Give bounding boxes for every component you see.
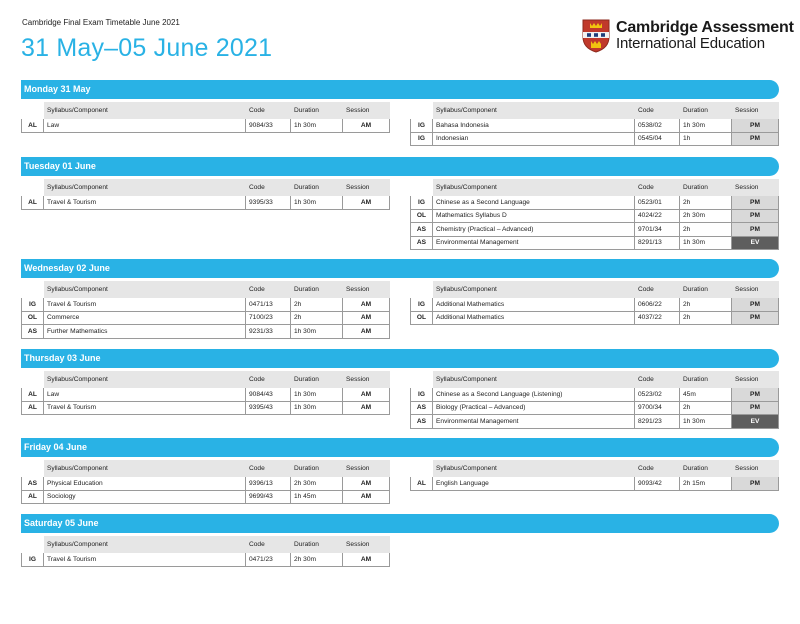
session-cell: PM bbox=[732, 223, 779, 237]
duration-cell: 2h 30m bbox=[680, 209, 732, 223]
duration-column-header: Duration bbox=[680, 103, 732, 119]
right-exam-table bbox=[410, 102, 779, 146]
level-column-header bbox=[22, 103, 44, 119]
component-cell: Environmental Management bbox=[433, 236, 635, 250]
level-cell: AL bbox=[22, 490, 44, 504]
duration-column-header: Duration bbox=[291, 372, 343, 388]
component-column-header: Syllabus/Component bbox=[44, 103, 246, 119]
session-cell: AM bbox=[343, 119, 390, 133]
duration-cell: 2h bbox=[291, 311, 343, 325]
right-exam-table bbox=[410, 179, 779, 250]
code-cell: 0523/02 bbox=[635, 388, 680, 402]
logo-line-1: Cambridge Assessment bbox=[616, 19, 794, 36]
table-row bbox=[411, 236, 779, 250]
day-header: Monday 31 May bbox=[21, 80, 779, 99]
component-cell: Further Mathematics bbox=[44, 325, 246, 339]
duration-cell: 2h bbox=[680, 401, 732, 415]
left-exam-table bbox=[21, 460, 390, 504]
session-column-header: Session bbox=[732, 180, 779, 196]
code-column-header: Code bbox=[246, 372, 291, 388]
level-cell: IG bbox=[22, 298, 44, 312]
session-cell: PM bbox=[732, 119, 779, 133]
left-exam-table bbox=[21, 281, 390, 339]
table-row bbox=[22, 196, 390, 210]
table-row bbox=[22, 298, 390, 312]
level-cell: AL bbox=[411, 477, 433, 491]
duration-column-header: Duration bbox=[680, 372, 732, 388]
session-column-header: Session bbox=[732, 282, 779, 298]
day-section-monday-31-may bbox=[21, 80, 779, 145]
crest-icon bbox=[582, 19, 610, 53]
level-cell: OL bbox=[411, 311, 433, 325]
code-column-header: Code bbox=[635, 180, 680, 196]
day-tables bbox=[21, 457, 779, 503]
left-exam-table bbox=[21, 536, 390, 567]
table-header-row bbox=[411, 103, 779, 119]
session-column-header: Session bbox=[732, 461, 779, 477]
code-cell: 0471/13 bbox=[246, 298, 291, 312]
code-cell: 0471/23 bbox=[246, 553, 291, 567]
component-cell: Mathematics Syllabus D bbox=[433, 209, 635, 223]
component-cell: Travel & Tourism bbox=[44, 401, 246, 415]
session-cell: AM bbox=[343, 388, 390, 402]
duration-cell: 1h 30m bbox=[291, 325, 343, 339]
table-header-row bbox=[411, 282, 779, 298]
component-column-header: Syllabus/Component bbox=[433, 372, 635, 388]
component-column-header: Syllabus/Component bbox=[433, 461, 635, 477]
component-cell: Additional Mathematics bbox=[433, 298, 635, 312]
component-cell: Travel & Tourism bbox=[44, 196, 246, 210]
day-header: Friday 04 June bbox=[21, 438, 779, 457]
code-column-header: Code bbox=[246, 282, 291, 298]
right-exam-table bbox=[410, 281, 779, 325]
component-cell: Additional Mathematics bbox=[433, 311, 635, 325]
duration-column-header: Duration bbox=[291, 180, 343, 196]
duration-cell: 1h 30m bbox=[680, 236, 732, 250]
session-cell: AM bbox=[343, 196, 390, 210]
level-cell: AS bbox=[22, 325, 44, 339]
duration-cell: 1h 30m bbox=[291, 196, 343, 210]
session-column-header: Session bbox=[343, 282, 390, 298]
level-cell: IG bbox=[411, 298, 433, 312]
level-cell: IG bbox=[411, 119, 433, 133]
duration-cell: 2h 15m bbox=[680, 477, 732, 491]
level-cell: AS bbox=[411, 401, 433, 415]
component-cell: Sociology bbox=[44, 490, 246, 504]
table-row bbox=[411, 209, 779, 223]
level-cell: AS bbox=[411, 236, 433, 250]
component-cell: Law bbox=[44, 119, 246, 133]
day-section-wednesday-02-june bbox=[21, 259, 779, 338]
table-row bbox=[411, 132, 779, 146]
code-column-header: Code bbox=[635, 103, 680, 119]
component-cell: Biology (Practical – Advanced) bbox=[433, 401, 635, 415]
table-row bbox=[22, 490, 390, 504]
code-cell: 9396/13 bbox=[246, 477, 291, 491]
level-column-header bbox=[411, 180, 433, 196]
code-cell: 0545/04 bbox=[635, 132, 680, 146]
table-header-row bbox=[411, 461, 779, 477]
session-cell: AM bbox=[343, 325, 390, 339]
session-column-header: Session bbox=[343, 103, 390, 119]
level-cell: IG bbox=[22, 553, 44, 567]
duration-cell: 1h 30m bbox=[291, 388, 343, 402]
code-cell: 8291/13 bbox=[635, 236, 680, 250]
component-cell: English Language bbox=[433, 477, 635, 491]
day-tables bbox=[21, 176, 779, 249]
component-cell: Indonesian bbox=[433, 132, 635, 146]
duration-column-header: Duration bbox=[680, 282, 732, 298]
table-row bbox=[411, 401, 779, 415]
table-row bbox=[411, 223, 779, 237]
level-column-header bbox=[411, 282, 433, 298]
session-cell: AM bbox=[343, 553, 390, 567]
code-cell: 0523/01 bbox=[635, 196, 680, 210]
level-cell: OL bbox=[411, 209, 433, 223]
level-cell: IG bbox=[411, 388, 433, 402]
session-cell: PM bbox=[732, 298, 779, 312]
component-cell: Chemistry (Practical – Advanced) bbox=[433, 223, 635, 237]
code-cell: 0538/02 bbox=[635, 119, 680, 133]
duration-cell: 2h bbox=[291, 298, 343, 312]
table-header-row bbox=[22, 282, 390, 298]
session-column-header: Session bbox=[343, 372, 390, 388]
component-column-header: Syllabus/Component bbox=[433, 282, 635, 298]
code-cell: 9699/43 bbox=[246, 490, 291, 504]
level-column-header bbox=[411, 103, 433, 119]
level-cell: AL bbox=[22, 401, 44, 415]
session-cell: EV bbox=[732, 415, 779, 429]
session-cell: AM bbox=[343, 490, 390, 504]
logo-line-2: International Education bbox=[616, 35, 765, 52]
table-row bbox=[22, 553, 390, 567]
day-tables bbox=[21, 368, 779, 428]
code-cell: 9084/43 bbox=[246, 388, 291, 402]
session-cell: PM bbox=[732, 196, 779, 210]
code-column-header: Code bbox=[635, 282, 680, 298]
table-row bbox=[22, 119, 390, 133]
duration-column-header: Duration bbox=[291, 282, 343, 298]
session-cell: PM bbox=[732, 401, 779, 415]
session-cell: AM bbox=[343, 298, 390, 312]
page-title: 31 May–05 June 2021 bbox=[21, 34, 273, 62]
table-row bbox=[22, 388, 390, 402]
code-cell: 9395/43 bbox=[246, 401, 291, 415]
code-column-header: Code bbox=[246, 180, 291, 196]
day-section-thursday-03-june bbox=[21, 349, 779, 428]
level-cell: IG bbox=[411, 196, 433, 210]
left-exam-table bbox=[21, 102, 390, 133]
level-column-header bbox=[22, 282, 44, 298]
code-cell: 9395/33 bbox=[246, 196, 291, 210]
table-row bbox=[411, 298, 779, 312]
day-header: Thursday 03 June bbox=[21, 349, 779, 368]
component-column-header: Syllabus/Component bbox=[433, 180, 635, 196]
session-cell: EV bbox=[732, 236, 779, 250]
duration-column-header: Duration bbox=[680, 180, 732, 196]
component-cell: Chinese as a Second Language bbox=[433, 196, 635, 210]
level-cell: IG bbox=[411, 132, 433, 146]
duration-column-header: Duration bbox=[680, 461, 732, 477]
level-cell: AL bbox=[22, 196, 44, 210]
level-column-header bbox=[411, 461, 433, 477]
table-row bbox=[22, 311, 390, 325]
session-column-header: Session bbox=[343, 537, 390, 553]
component-column-header: Syllabus/Component bbox=[44, 282, 246, 298]
level-column-header bbox=[22, 537, 44, 553]
table-header-row bbox=[22, 461, 390, 477]
code-column-header: Code bbox=[246, 103, 291, 119]
session-cell: PM bbox=[732, 132, 779, 146]
duration-column-header: Duration bbox=[291, 537, 343, 553]
duration-cell: 2h bbox=[680, 298, 732, 312]
code-cell: 4037/22 bbox=[635, 311, 680, 325]
level-column-header bbox=[411, 372, 433, 388]
right-exam-table bbox=[410, 460, 779, 491]
duration-cell: 2h bbox=[680, 311, 732, 325]
code-column-header: Code bbox=[246, 461, 291, 477]
code-cell: 7100/23 bbox=[246, 311, 291, 325]
code-cell: 0606/22 bbox=[635, 298, 680, 312]
duration-cell: 1h bbox=[680, 132, 732, 146]
session-column-header: Session bbox=[732, 103, 779, 119]
component-cell: Travel & Tourism bbox=[44, 553, 246, 567]
table-header-row bbox=[411, 372, 779, 388]
table-header-row bbox=[411, 180, 779, 196]
session-column-header: Session bbox=[343, 180, 390, 196]
duration-cell: 1h 45m bbox=[291, 490, 343, 504]
day-section-tuesday-01-june bbox=[21, 157, 779, 249]
table-row bbox=[22, 401, 390, 415]
table-row bbox=[411, 388, 779, 402]
duration-cell: 1h 30m bbox=[291, 401, 343, 415]
component-cell: Physical Education bbox=[44, 477, 246, 491]
session-cell: PM bbox=[732, 209, 779, 223]
duration-column-header: Duration bbox=[291, 103, 343, 119]
code-cell: 9701/34 bbox=[635, 223, 680, 237]
table-header-row bbox=[22, 180, 390, 196]
left-exam-table bbox=[21, 179, 390, 210]
duration-cell: 2h 30m bbox=[291, 477, 343, 491]
session-cell: PM bbox=[732, 311, 779, 325]
day-header: Saturday 05 June bbox=[21, 514, 779, 533]
level-cell: AL bbox=[22, 119, 44, 133]
table-row bbox=[22, 477, 390, 491]
component-column-header: Syllabus/Component bbox=[44, 537, 246, 553]
day-tables bbox=[21, 533, 779, 566]
day-section-friday-04-june bbox=[21, 438, 779, 503]
session-cell: PM bbox=[732, 388, 779, 402]
component-column-header: Syllabus/Component bbox=[44, 372, 246, 388]
code-column-header: Code bbox=[635, 372, 680, 388]
table-header-row bbox=[22, 103, 390, 119]
table-header-row bbox=[22, 372, 390, 388]
table-row bbox=[411, 477, 779, 491]
day-section-saturday-05-june bbox=[21, 514, 779, 566]
table-header-row bbox=[22, 537, 390, 553]
table-row bbox=[411, 311, 779, 325]
code-column-header: Code bbox=[635, 461, 680, 477]
table-row bbox=[22, 325, 390, 339]
day-tables bbox=[21, 99, 779, 145]
component-cell: Law bbox=[44, 388, 246, 402]
component-column-header: Syllabus/Component bbox=[44, 180, 246, 196]
cambridge-logo bbox=[582, 18, 794, 54]
code-cell: 9093/42 bbox=[635, 477, 680, 491]
level-cell: AS bbox=[411, 223, 433, 237]
table-row bbox=[411, 196, 779, 210]
component-column-header: Syllabus/Component bbox=[433, 103, 635, 119]
left-exam-table bbox=[21, 371, 390, 415]
component-column-header: Syllabus/Component bbox=[44, 461, 246, 477]
right-exam-table bbox=[410, 371, 779, 429]
duration-cell: 45m bbox=[680, 388, 732, 402]
component-cell: Environmental Management bbox=[433, 415, 635, 429]
page-subtitle: Cambridge Final Exam Timetable June 2021 bbox=[22, 18, 180, 27]
code-cell: 4024/22 bbox=[635, 209, 680, 223]
session-cell: AM bbox=[343, 477, 390, 491]
level-cell: AL bbox=[22, 388, 44, 402]
session-column-header: Session bbox=[732, 372, 779, 388]
session-cell: AM bbox=[343, 401, 390, 415]
duration-cell: 2h 30m bbox=[291, 553, 343, 567]
code-cell: 9700/34 bbox=[635, 401, 680, 415]
day-header: Wednesday 02 June bbox=[21, 259, 779, 278]
level-cell: OL bbox=[22, 311, 44, 325]
table-row bbox=[411, 119, 779, 133]
duration-column-header: Duration bbox=[291, 461, 343, 477]
day-tables bbox=[21, 278, 779, 338]
code-cell: 8291/23 bbox=[635, 415, 680, 429]
level-column-header bbox=[22, 461, 44, 477]
duration-cell: 1h 30m bbox=[680, 119, 732, 133]
duration-cell: 1h 30m bbox=[680, 415, 732, 429]
day-header: Tuesday 01 June bbox=[21, 157, 779, 176]
level-column-header bbox=[22, 180, 44, 196]
code-cell: 9084/33 bbox=[246, 119, 291, 133]
duration-cell: 1h 30m bbox=[291, 119, 343, 133]
duration-cell: 2h bbox=[680, 196, 732, 210]
session-cell: PM bbox=[732, 477, 779, 491]
session-cell: AM bbox=[343, 311, 390, 325]
session-column-header: Session bbox=[343, 461, 390, 477]
level-cell: AS bbox=[411, 415, 433, 429]
duration-cell: 2h bbox=[680, 223, 732, 237]
level-cell: AS bbox=[22, 477, 44, 491]
table-row bbox=[411, 415, 779, 429]
component-cell: Commerce bbox=[44, 311, 246, 325]
level-column-header bbox=[22, 372, 44, 388]
code-cell: 9231/33 bbox=[246, 325, 291, 339]
component-cell: Travel & Tourism bbox=[44, 298, 246, 312]
code-column-header: Code bbox=[246, 537, 291, 553]
component-cell: Chinese as a Second Language (Listening) bbox=[433, 388, 635, 402]
component-cell: Bahasa Indonesia bbox=[433, 119, 635, 133]
